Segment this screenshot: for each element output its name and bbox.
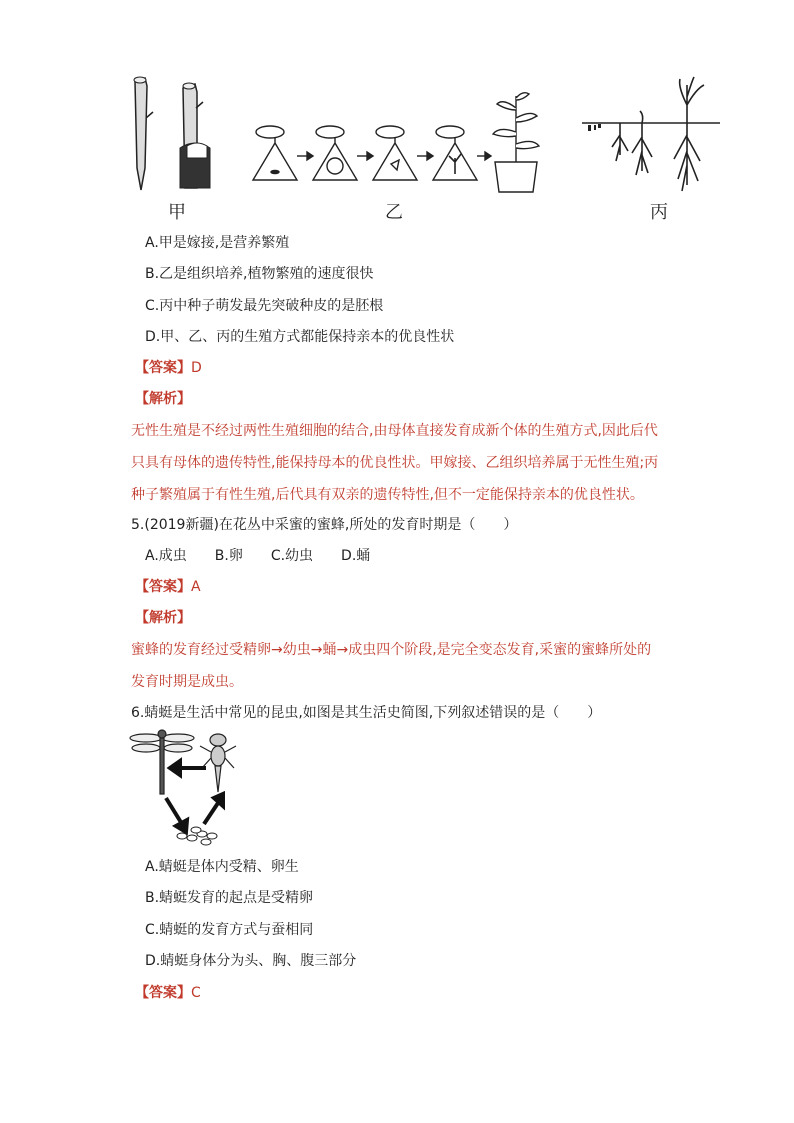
q6-answer: [135, 983, 201, 1003]
q4-analysis-line-3: 种子繁殖属于有性生殖,后代具有双亲的遗传特性,但不一定能保持亲本的优良性状。: [131, 487, 644, 503]
figure-label-yi: 乙: [385, 202, 403, 223]
q6-option-b: B.蜻蜓发育的起点是受精卵: [145, 890, 314, 906]
q5-analysis-label: 【解析】: [135, 610, 191, 626]
q4-option-d: D.甲、乙、丙的生殖方式都能保持亲本的优良性状: [145, 329, 455, 345]
figure-tissue-culture: [245, 88, 545, 198]
q6-option-d: D.蜻蜓身体分为头、胸、腹三部分: [145, 953, 357, 969]
q4-answer: [135, 358, 202, 378]
answer-label: 【答案】: [135, 579, 191, 595]
figure-label-bing: 丙: [650, 202, 668, 223]
answer-value: A: [191, 579, 201, 595]
figure-label-jia: 甲: [168, 202, 186, 223]
q5-options: A.成虫 B.卵 C.幼虫 D.蛹: [145, 548, 371, 564]
answer-label: 【答案】: [135, 360, 191, 376]
answer-label: 【答案】: [135, 985, 191, 1001]
q4-analysis-line-1: 无性生殖是不经过两性生殖细胞的结合,由母体直接发育成新个体的生殖方式,因此后代: [131, 423, 658, 439]
q6-option-c: C.蜻蜓的发育方式与蚕相同: [145, 922, 314, 938]
q5-analysis-line-2: 发育时期是成虫。: [131, 674, 243, 690]
q6-option-a: A.蜻蜓是体内受精、卵生: [145, 859, 299, 875]
q4-option-c: C.丙中种子萌发最先突破种皮的是胚根: [145, 298, 384, 314]
figure-grafting: [125, 68, 215, 198]
figure-seed-germination: [582, 75, 722, 200]
answer-value: C: [191, 985, 201, 1001]
q4-option-a: A.甲是嫁接,是营养繁殖: [145, 235, 290, 251]
figure-dragonfly-life-cycle: [130, 728, 260, 848]
q5-analysis-line-1: 蜜蜂的发育经过受精卵→幼虫→蛹→成虫四个阶段,是完全变态发育,采蜜的蜜蜂所处的: [131, 642, 652, 658]
q4-analysis-label: 【解析】: [135, 391, 191, 407]
q4-option-b: B.乙是组织培养,植物繁殖的速度很快: [145, 266, 374, 282]
q5-answer: [135, 577, 201, 597]
q4-analysis-line-2: 只具有母体的遗传特性,能保持母本的优良性状。甲嫁接、乙组织培养属于无性生殖;丙: [131, 455, 659, 471]
q6-question: 6.蜻蜓是生活中常见的昆虫,如图是其生活史简图,下列叙述错误的是（ ）: [131, 705, 602, 721]
answer-value: D: [191, 360, 202, 376]
q5-question: 5.(2019新疆)在花丛中采蜜的蜜蜂,所处的发育时期是（ ）: [131, 517, 518, 533]
